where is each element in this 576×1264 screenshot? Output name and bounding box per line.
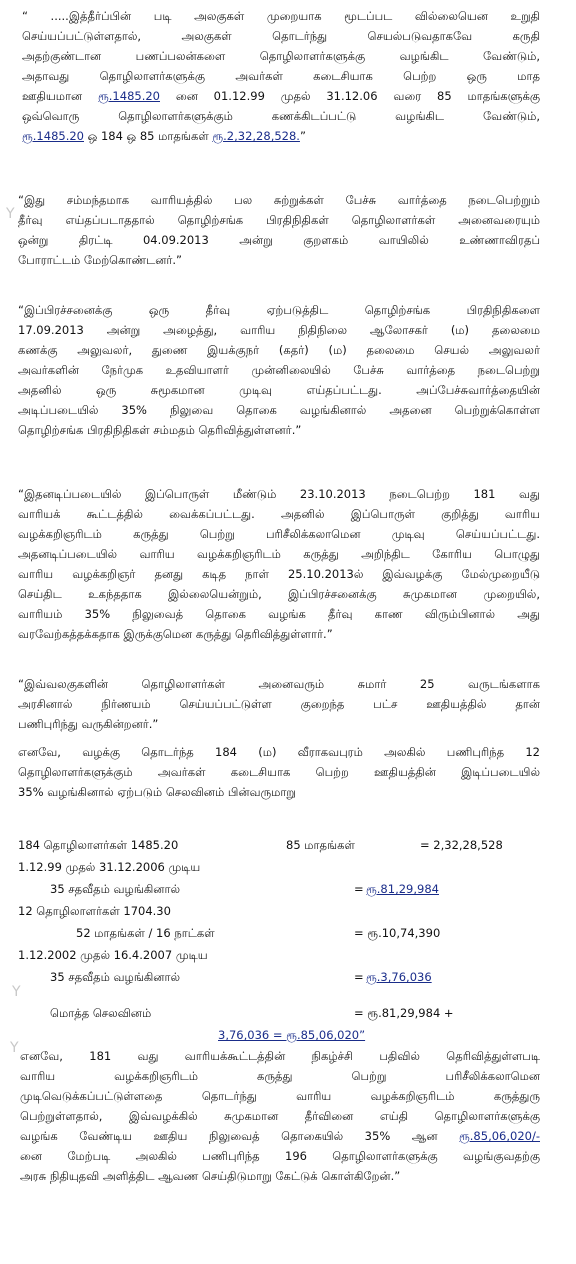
text-line: 17.09.2013 அன்று அழைத்து, வாரிய நிதிநிலை ஆலோசகர் (ம) தலைமை — [18, 323, 540, 337]
text-line: அரசினால் நிர்ணயம் செய்யப்பட்டுள்ள குறைந்த பட்ச ஊதியத்தில் தான் — [18, 697, 540, 711]
text-line: “இது சம்மந்தமாக வாரியத்தில் பல சுற்றுக்கள் பேச்சு வார்த்தை நடைபெற்றும் — [18, 193, 540, 207]
text-line: “இப்பிரச்சனைக்கு ஒரு தீர்வு ஏற்படுத்திட தொழிற்சங்க பிரதிநிதிகளை — [18, 303, 540, 317]
text-line — [20, 1126, 540, 1146]
text-line: ஒன்று திரட்டி 04.09.2013 அன்று குறளகம் வாயிலில் உண்ணாவிரதப் — [18, 233, 540, 247]
text-line: வாரியக் கூட்டத்தில் வைக்கப்பட்டது. அதனில் இப்பொருள் குறித்து வாரிய — [18, 507, 540, 521]
paragraph-hunger-strike — [18, 190, 540, 270]
text-line: அதற்குண்டான பணப்பலன்களை தொழிலாளர்களுக்கு வழங்கிட வேண்டும், — [22, 49, 540, 63]
calc-row-total-1: = 2,32,28,528 — [420, 838, 503, 852]
text-line: னை மேற்படி அலகில் பணிபுரிந்த 196 தொழிலாளர்களுக்கு வழங்குவதற்கு — [20, 1149, 540, 1163]
text-line: “இவ்வலகுகளின் தொழிலாளர்கள் அனைவரும் சுமார் 25 வருடங்களாக — [18, 677, 540, 691]
calc-row-months-days: 52 மாதங்கள் / 16 நாட்கள் — [76, 926, 215, 940]
scan-mark: Y — [12, 984, 21, 1000]
paragraph-judgment-quote — [22, 6, 540, 146]
calc-row-85-months: 85 மாதங்கள் — [286, 838, 355, 852]
text-line: கணக்கு அலுவலர், துணை இயக்குநர் (கதர்) (ம) தலைமை செயல் அலுவலர் — [18, 343, 540, 357]
text-line: அதனடிப்படையில் வாரிய வழக்கறிஞரிடம் கருத்து அறிந்திட கோரிய பொழுது — [18, 547, 540, 561]
text-line: “ .....இத்தீர்ப்பின் படி அலகுகள் முறையாக மூடப்பட வில்லையென உறுதி — [22, 9, 540, 23]
paragraph-negotiation — [18, 300, 540, 440]
text-line: அரசு நிதியுதவி அளித்திட ஆவண செய்திடுமாறு கேட்டுக் கொள்கிறேன்.” — [20, 1169, 401, 1183]
text-line: வாரிய வழக்கறிஞர் தனது கடித நாள் 25.10.2013ல் இவ்வழக்கு மேல்முறையீடு — [18, 567, 540, 581]
text-line — [22, 86, 540, 106]
text-line: அடிப்படையில் 35% நிலுவை தொகை வழங்கினால் அதனை பெற்றுக்கொள்ள — [18, 403, 540, 417]
text-line: தீர்வு எய்தப்படாததால் தொழிற்சங்க பிரதிநிதிகள் தொழிலாளர்கள் அனைவரையும் — [18, 213, 540, 227]
calc-row-grand-total: 3,76,036 = ரூ.85,06,020” — [218, 1028, 366, 1042]
text-line: அதனில் ஒரு சுமூகமான முடிவு எய்தப்பட்டது. அப்பேச்சுவார்த்தையின் — [18, 383, 540, 397]
text-segment: னை 01.12.99 முதல் 31.12.06 வரை 85 மாதங்களுக்கு — [160, 89, 540, 103]
underlined-amount: ரூ.1485.20 — [98, 89, 160, 103]
text-line: எனவே, 181 வது வாரியக்கூட்டத்தின் நிகழ்ச்சி பதிவில் தெரிவித்துள்ளபடி — [20, 1049, 540, 1063]
calc-row-35-percent-1: 35 சதவீதம் வழங்கினால் — [50, 882, 181, 896]
calc-row-amount-2: = ரூ.10,74,390 — [354, 926, 441, 940]
text-line: செய்யப்பட்டுள்ளதால், அலகுகள் தொடர்ந்து செயல்படுவதாகவே கருதி — [22, 29, 540, 43]
text-segment: வழங்க வேண்டிய ஊதிய நிலுவைத் தொகையில் 35% ஆன — [20, 1129, 459, 1143]
underlined-amount: ரூ.85,06,020/- — [459, 1129, 540, 1143]
underlined-amount: ரூ.1485.20 — [22, 129, 84, 143]
text-line: ஒவ்வொரு தொழிலாளர்களுக்கும் கணக்கிடப்பட்டு வழங்கிட வேண்டும், — [22, 109, 540, 123]
text-line: எனவே, வழக்கு தொடர்ந்த 184 (ம) வீராகவபுரம் அலகில் பணிபுரிந்த 12 — [18, 745, 540, 759]
text-line: பணிபுரிந்து வருகின்றனர்.” — [18, 717, 159, 731]
paragraph-expenditure-intro — [18, 742, 540, 802]
scan-mark: Y — [6, 206, 15, 222]
text-segment: ” — [299, 129, 306, 143]
paragraph-minimum-wage — [18, 674, 540, 734]
text-line: அதாவது தொழிலாளர்களுக்கு அவர்கள் கடைசியாக பெற்ற ஒரு மாத — [22, 69, 540, 83]
text-line: வாரியம் 35% நிலுவைத் தொகை வழங்க தீர்வு காண விரும்பினால் அது — [18, 607, 540, 621]
text-segment: ஒ 184 ஒ 85 மாதங்கள் — [84, 129, 213, 143]
calc-row-12-workers: 12 தொழிலாளர்கள் 1704.30 — [18, 904, 171, 918]
calc-row-184-workers: 184 தொழிலாளர்கள் 1485.20 — [18, 838, 179, 852]
text-line: வாரிய வழக்கறிஞரிடம் கருத்து பெற்று பரிசீலிக்கலாமென — [20, 1069, 540, 1083]
calc-row-total-label: மொத்த செலவினம் — [50, 1006, 152, 1020]
text-line: அவர்களின் நேர்முக உதவியாளர் முன்னிலையில் பேச்சு வார்த்தை நடைபெற்று — [18, 363, 540, 377]
calc-row-period-2: 1.12.2002 முதல் 16.4.2007 முடிய — [18, 948, 208, 962]
underlined-amount: ரூ.2,32,28,528. — [212, 129, 300, 143]
text-line: பெற்றுள்ளதால், இவ்வழக்கில் சுமுகமான தீர்வினை எய்தி தொழிலாளர்களுக்கு — [20, 1109, 540, 1123]
calc-row-amount-1: ரூ.81,29,984 — [366, 882, 439, 896]
calc-row-amount-3: ரூ.3,76,036 — [366, 970, 432, 984]
text-line: செய்திட உகந்ததாக இல்லையென்றும், இப்பிரச்சனைக்கு சுமுகமான முறையில், — [18, 587, 540, 601]
scan-mark: Y — [10, 1040, 19, 1056]
text-line: முடிவெடுக்கப்பட்டுள்ளதை தொடர்ந்து வாரிய வழக்கறிஞரிடம் கருத்துரு — [20, 1089, 540, 1103]
text-line: “இதனடிப்படையில் இப்பொருள் மீண்டும் 23.10.2013 நடைபெற்ற 181 வது — [18, 487, 540, 501]
text-line: 35% வழங்கினால் ஏற்படும் செலவினம் பின்வருமாறு — [18, 785, 297, 799]
text-line: தொழிலாளர்களுக்கும் அவர்கள் கடைசியாக பெற்ற ஊதியத்தின் இடிப்படையில் — [18, 765, 540, 779]
text-line: தொழிற்சங்க பிரதிநிதிகள் சம்மதம் தெரிவித்துள்ளனர்.” — [18, 423, 302, 437]
text-line: போராட்டம் மேற்கொண்டனர்.” — [18, 253, 183, 267]
paragraph-board-meeting — [18, 484, 540, 644]
text-line: வரவேற்கத்தக்கதாக இருக்குமென கருத்து தெரிவித்துள்ளார்.” — [18, 627, 333, 641]
text-segment: ஊதியமான — [22, 89, 98, 103]
calc-row-eq-3: = — [354, 970, 364, 984]
paragraph-request — [20, 1046, 540, 1186]
calc-row-period-1: 1.12.99 முதல் 31.12.2006 முடிய — [18, 860, 201, 874]
calc-row-eq-1: = — [354, 882, 364, 896]
calc-row-total-sum: = ரூ.81,29,984 + — [354, 1006, 454, 1020]
calc-row-35-percent-2: 35 சதவீதம் வழங்கினால் — [50, 970, 181, 984]
text-line — [22, 126, 540, 146]
text-line: வழக்கறிஞரிடம் கருத்து பெற்று பரிசீலிக்கலாமென முடிவு செய்யப்பட்டது. — [18, 527, 540, 541]
